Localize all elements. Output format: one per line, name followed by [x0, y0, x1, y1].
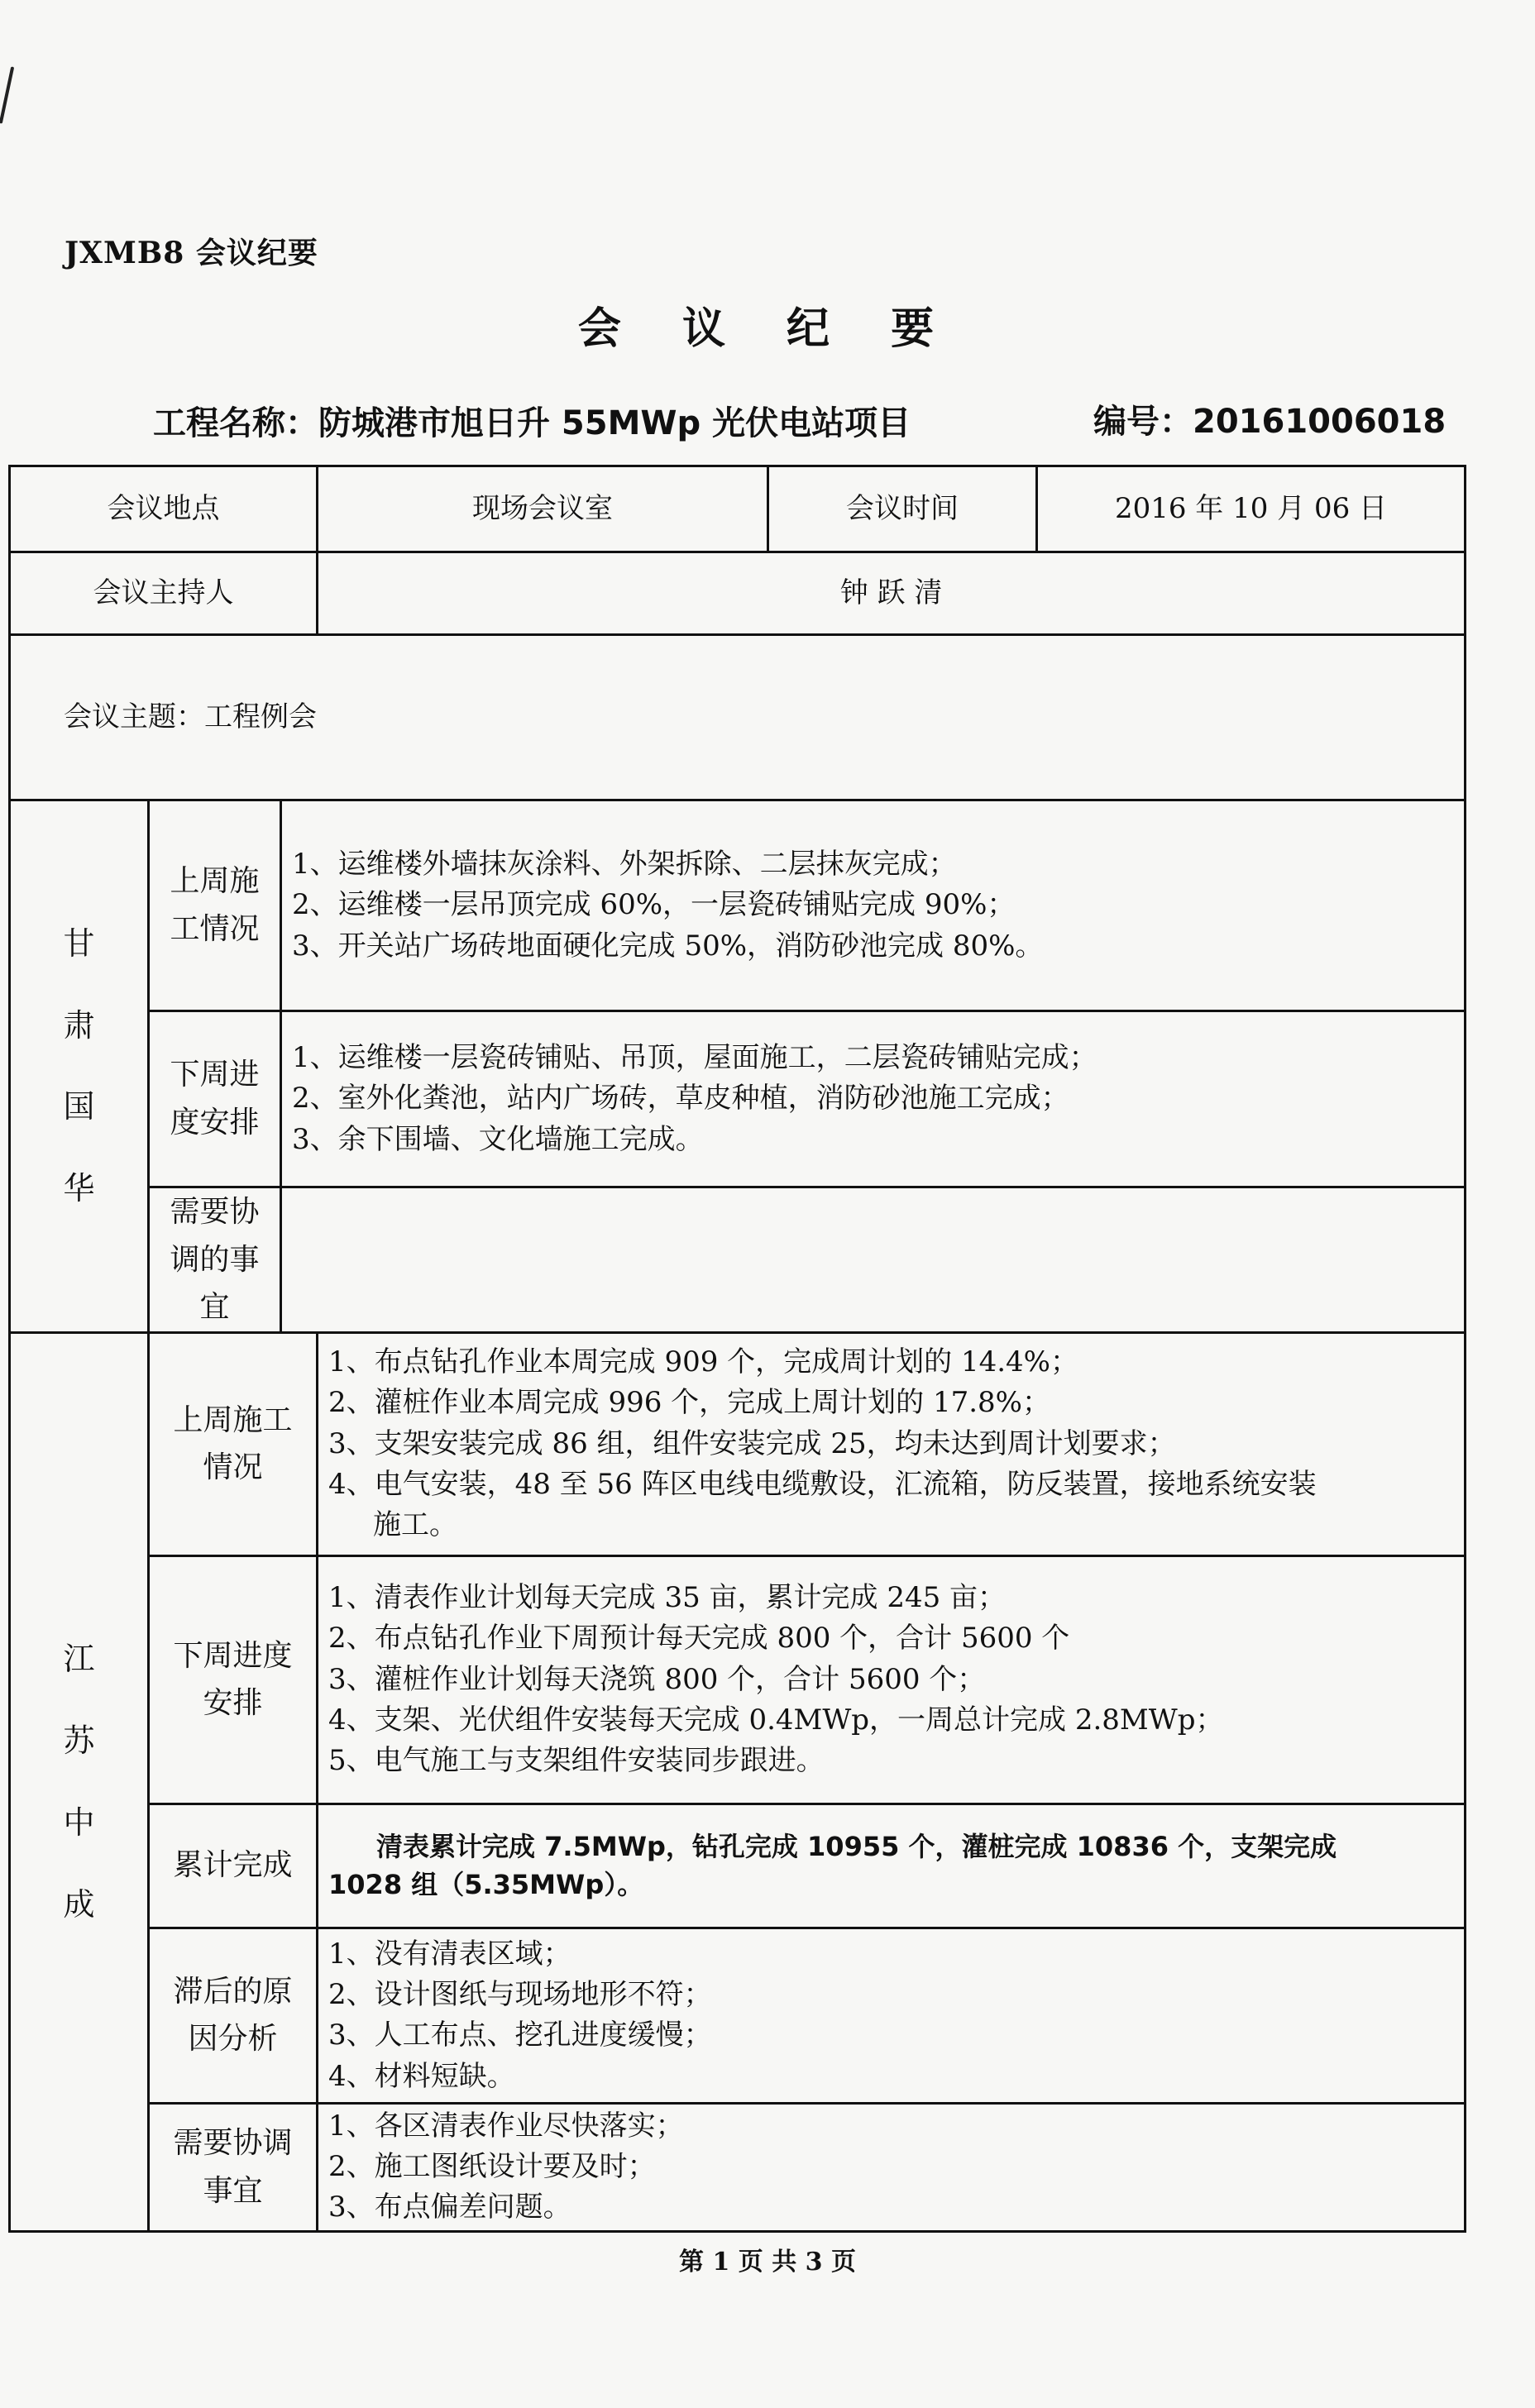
list-item: 1、运维楼外墙抹灰涂料、外架拆除、二层抹灰完成；	[292, 848, 957, 882]
gansu-next-week-content	[281, 1011, 1466, 1187]
list-item: 3、支架安装完成 86 组，组件安装完成 25，均未达到周计划要求；	[328, 1426, 1176, 1460]
list-item: 1、运维楼一层瓷砖铺贴、吊顶，屋面施工，二层瓷砖铺贴完成；	[292, 1041, 1097, 1075]
list-item: 3、余下围墙、文化墙施工完成。	[292, 1122, 704, 1156]
gansu-char: 甘	[63, 924, 95, 962]
host-value: 钟 跃 清	[318, 552, 1466, 635]
list-item: 2、运维楼一层吊顶完成 60%，一层瓷砖铺贴完成 90%；	[292, 888, 1016, 922]
gansu-next-week-row	[10, 1011, 1466, 1187]
jiangsu-cumulative-row	[10, 1804, 1466, 1928]
jiangsu-char: 苏	[63, 1722, 95, 1759]
cumulative-text: 清表累计完成 7.5MWp，钻孔完成 10955 个，灌桩完成 10836 个，支架完成	[376, 1830, 1337, 1862]
list-item: 2、布点钻孔作业下周预计每天完成 800 个，合计 5600 个	[328, 1622, 1070, 1656]
list-item: 2、室外化粪池，站内广场砖，草皮种植，消防砂池施工完成；	[292, 1082, 1069, 1116]
page-number: 第 1 页 共 3 页	[679, 2248, 856, 2277]
gansu-char: 国	[63, 1088, 95, 1125]
jiangsu-last-week-content	[318, 1332, 1466, 1555]
list-item: 1、各区清表作业尽快落实；	[328, 2109, 684, 2143]
pen-mark	[0, 66, 14, 123]
gansu-next-week-label: 下周进度安排	[149, 1011, 281, 1187]
location-value: 现场会议室	[318, 466, 768, 552]
gansu-last-week-content	[281, 800, 1466, 1011]
time-value: 2016 年 10 月 06 日	[1037, 466, 1466, 552]
list-item: 1、布点钻孔作业本周完成 909 个，完成周计划的 14.4%；	[328, 1345, 1078, 1379]
gansu-last-week-label: 上周施工情况	[149, 800, 281, 1011]
gansu-coordination-label: 需要协调的事宜	[149, 1187, 281, 1333]
jiangsu-company	[10, 1332, 149, 2231]
jiangsu-char: 成	[63, 1885, 95, 1923]
list-item: 2、施工图纸设计要及时；	[328, 2150, 656, 2184]
jiangsu-delay-row	[10, 1928, 1466, 2103]
jiangsu-delay-content	[318, 1928, 1466, 2103]
minutes-table	[8, 465, 1466, 2233]
jiangsu-next-week-content	[318, 1555, 1466, 1804]
meeting-topic: 会议主题：工程例会	[10, 635, 1466, 800]
cumulative-text: 1028 组（5.35MWp）。	[328, 1869, 644, 1901]
form-code: JXMB8 会议纪要	[65, 236, 318, 270]
location-label: 会议地点	[10, 466, 318, 552]
gansu-coordination-row	[10, 1187, 1466, 1333]
jiangsu-char: 中	[63, 1804, 95, 1841]
jiangsu-delay-label: 滞后的原因分析	[149, 1928, 318, 2103]
list-item-continuation: 施工。	[373, 1508, 458, 1542]
host-label: 会议主持人	[10, 552, 318, 635]
jiangsu-next-week-label: 下周进度安排	[149, 1555, 318, 1804]
gansu-char: 肃	[63, 1006, 95, 1044]
gansu-char: 华	[63, 1170, 95, 1207]
document-title: 会 议 纪 要	[577, 304, 958, 354]
list-item: 3、布点偏差问题。	[328, 2191, 571, 2224]
list-item: 3、人工布点、挖孔进度缓慢；	[328, 2019, 712, 2052]
jiangsu-last-week-label: 上周施工情况	[149, 1332, 318, 1555]
gansu-coordination-content	[281, 1187, 1466, 1333]
jiangsu-last-week-row	[10, 1332, 1466, 1555]
info-row-host	[10, 552, 1466, 635]
info-row-location	[10, 466, 1466, 552]
jiangsu-cumulative-label: 累计完成	[149, 1804, 318, 1928]
jiangsu-coordination-row	[10, 2103, 1466, 2231]
jiangsu-char: 江	[63, 1641, 95, 1678]
list-item: 4、电气安装，48 至 56 阵区电线电缆敷设，汇流箱，防反装置，接地系统安装	[328, 1467, 1317, 1501]
jiangsu-coordination-label: 需要协调事宜	[149, 2103, 318, 2231]
list-item: 3、开关站广场砖地面硬化完成 50%，消防砂池完成 80%。	[292, 929, 1044, 963]
list-item: 3、灌桩作业计划每天浇筑 800 个，合计 5600 个；	[328, 1662, 986, 1696]
project-name: 工程名称：防城港市旭日升 55MWp 光伏电站项目	[153, 404, 911, 442]
jiangsu-cumulative-content	[318, 1804, 1466, 1928]
jiangsu-next-week-row	[10, 1555, 1466, 1804]
time-label: 会议时间	[768, 466, 1037, 552]
list-item: 2、灌桩作业本周完成 996 个，完成上周计划的 17.8%；	[328, 1386, 1050, 1420]
list-item: 1、没有清表区域；	[328, 1937, 571, 1971]
list-item: 4、支架、光伏组件安装每天完成 0.4MWp，一周总计完成 2.8MWp；	[328, 1703, 1224, 1737]
list-item: 2、设计图纸与现场地形不符；	[328, 1977, 712, 2011]
list-item: 4、材料短缺。	[328, 2059, 515, 2093]
gansu-last-week-row	[10, 800, 1466, 1011]
document-number: 编号：20161006018	[1093, 403, 1447, 441]
list-item: 1、清表作业计划每天完成 35 亩，累计完成 245 亩；	[328, 1581, 1007, 1615]
gansu-company	[10, 800, 149, 1333]
topic-row	[10, 635, 1466, 800]
list-item: 5、电气施工与支架组件安装同步跟进。	[328, 1744, 825, 1778]
jiangsu-coordination-content	[318, 2103, 1466, 2231]
